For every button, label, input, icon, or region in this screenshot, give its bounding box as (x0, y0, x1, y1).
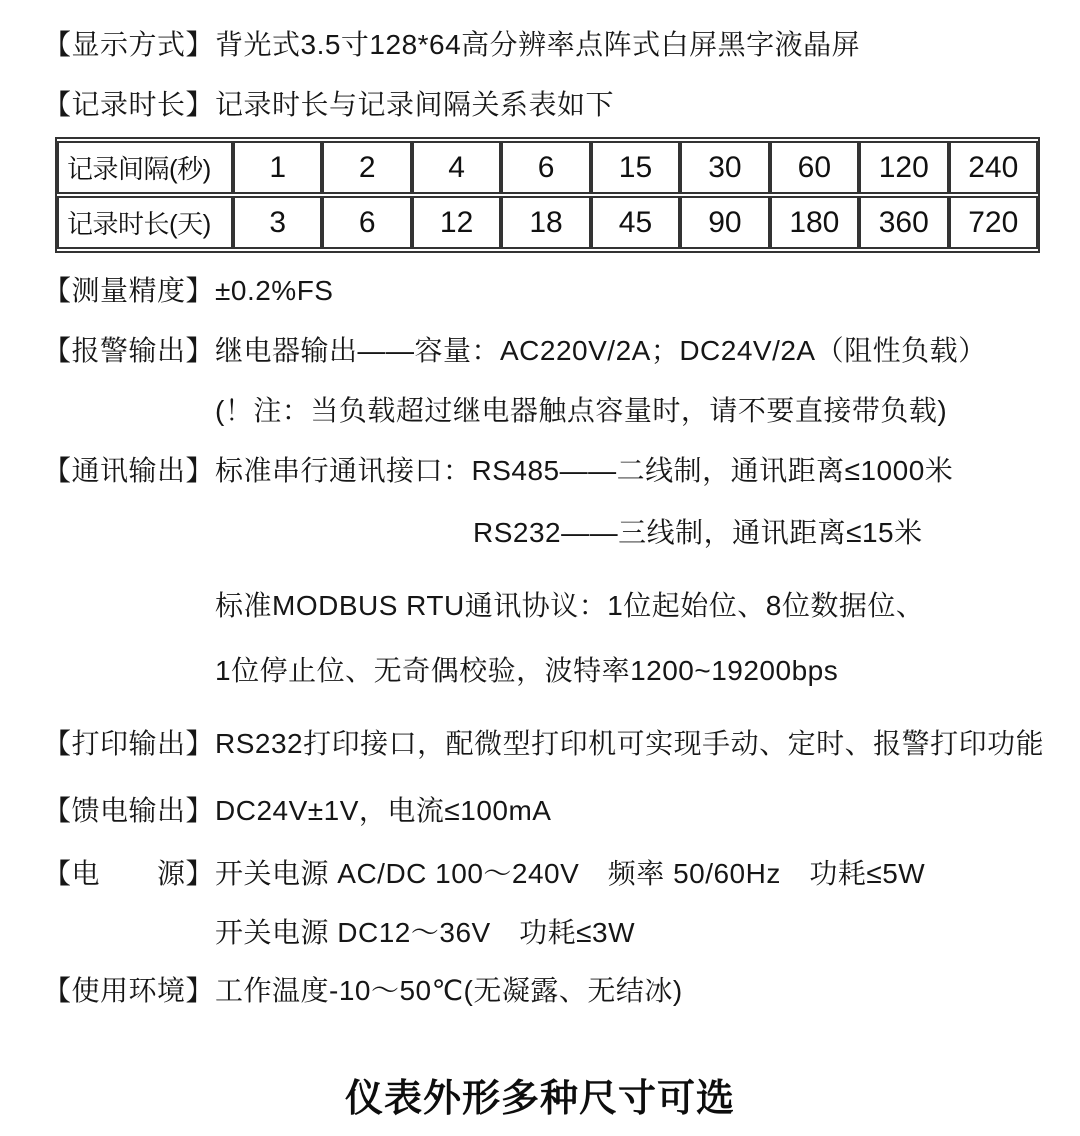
spec-line-display-mode (43, 25, 1060, 65)
table-row-duration (57, 196, 1038, 249)
table-cell: 2 (322, 141, 411, 194)
table-cell: 120 (859, 141, 948, 194)
row-header-cell: 记录时长(天) (57, 196, 233, 249)
table-cell: 90 (680, 196, 769, 249)
table-row-interval (57, 141, 1038, 194)
table-cell: 30 (680, 141, 769, 194)
table-cell: 4 (412, 141, 501, 194)
spec-line-accuracy (43, 271, 1060, 311)
table-cell: 12 (412, 196, 501, 249)
table-cell: 720 (949, 196, 1039, 249)
spec-label: 【报警输出】 (43, 335, 215, 366)
table-cell: 15 (591, 141, 680, 194)
spec-content: (！注：当负载超过继电器触点容量时，请不要直接带负载) (215, 395, 948, 426)
spec-content: 记录时长与记录间隔关系表如下 (215, 89, 615, 120)
spec-content: ±0.2%FS (215, 275, 334, 306)
spec-label: 【显示方式】 (43, 29, 215, 60)
section-title: 仪表外形多种尺寸可选 (344, 1078, 735, 1120)
spec-line-power-dc (43, 913, 1060, 953)
spec-line-rs232 (43, 513, 1060, 553)
table-cell: 6 (501, 141, 590, 194)
spec-content: 背光式3.5寸128*64高分辨率点阵式白屏黑字液晶屏 (215, 29, 861, 60)
spec-line-alarm-note (43, 391, 1060, 431)
table-cell: 180 (770, 196, 859, 249)
table-cell: 18 (501, 196, 590, 249)
table-cell: 360 (859, 196, 948, 249)
spec-label: 【使用环境】 (43, 975, 215, 1006)
spec-label: 【记录时长】 (43, 89, 215, 120)
interval-table (55, 137, 1040, 253)
spec-content: 继电器输出——容量：AC220V/2A；DC24V/2A（阻性负载） (215, 335, 987, 366)
spec-label: 【测量精度】 (43, 275, 215, 306)
row-header-cell: 记录间隔(秒) (57, 141, 233, 194)
table-cell: 1 (233, 141, 322, 194)
spec-content: 开关电源 AC/DC 100～240V 频率 50/60Hz 功耗≤5W (215, 858, 926, 889)
spec-line-comm-output (43, 451, 1060, 491)
spec-line-feed-output (43, 791, 1060, 831)
spec-line-power (43, 854, 1060, 894)
spec-line-modbus (43, 586, 1060, 626)
spec-content: 标准串行通讯接口：RS485——二线制，通讯距离≤1000米 (215, 455, 954, 486)
spec-content: 开关电源 DC12～36V 功耗≤3W (215, 917, 636, 948)
table-cell: 45 (591, 196, 680, 249)
spec-line-alarm-output (43, 331, 1060, 371)
spec-content: RS232打印接口，配微型打印机可实现手动、定时、报警打印功能 (215, 728, 1045, 759)
spec-label: 【通讯输出】 (43, 455, 215, 486)
spec-content: 标准MODBUS RTU通讯协议：1位起始位、8位数据位、 (215, 590, 925, 621)
spec-line-print-output (43, 724, 1060, 764)
spec-content: 1位停止位、无奇偶校验，波特率1200~19200bps (215, 655, 839, 686)
table-cell: 3 (233, 196, 322, 249)
table-cell: 60 (770, 141, 859, 194)
spec-content: 工作温度-10～50℃(无凝露、无结冰) (215, 975, 683, 1006)
spec-label: 【馈电输出】 (43, 795, 215, 826)
spec-label: 【打印输出】 (43, 728, 215, 759)
spec-content: DC24V±1V，电流≤100mA (215, 795, 552, 826)
spec-line-stopbit (43, 651, 1060, 691)
spec-content: RS232——三线制，通讯距离≤15米 (473, 517, 923, 548)
spec-line-record-duration (43, 85, 1060, 125)
spec-label: 【电 源】 (43, 858, 215, 889)
spec-line-environment (43, 971, 1060, 1011)
table-cell: 6 (322, 196, 411, 249)
table-cell: 240 (949, 141, 1039, 194)
